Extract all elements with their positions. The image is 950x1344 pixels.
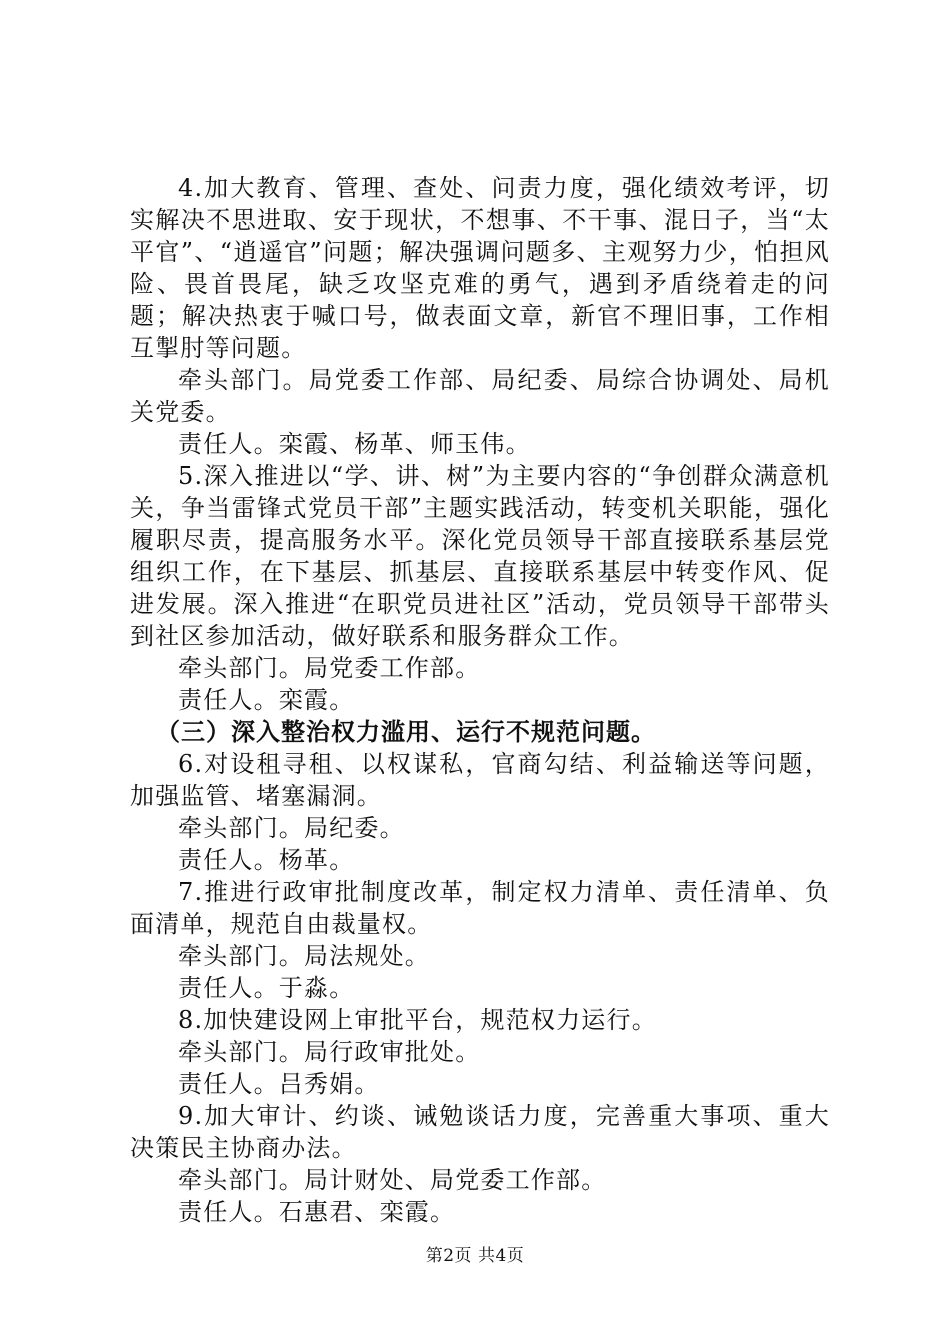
lead-department-6: 牵头部门。局纪委。 bbox=[178, 814, 405, 842]
responsible-person-6: 责任人。杨革。 bbox=[178, 846, 355, 874]
paragraph-item-9: 9.加大审计、约谈、诫勉谈话力度，完善重大事项、重大决策民主协商办法。 bbox=[130, 1102, 830, 1162]
page-number-footer: 第2页 共4页 bbox=[425, 1246, 525, 1266]
responsible-person-8: 责任人。吕秀娟。 bbox=[178, 1070, 380, 1098]
lead-department-8: 牵头部门。局行政审批处。 bbox=[178, 1038, 481, 1066]
document-body bbox=[130, 172, 830, 1228]
lead-department-5: 牵头部门。局党委工作部。 bbox=[178, 654, 481, 682]
paragraph-item-6: 6.对设租寻租、以权谋私，官商勾结、利益输送等问题，加强监管、堵塞漏洞。 bbox=[130, 750, 830, 810]
lead-department-7: 牵头部门。局法规处。 bbox=[178, 942, 430, 970]
responsible-person-7: 责任人。于淼。 bbox=[178, 974, 355, 1002]
lead-department-4: 牵头部门。局党委工作部、局纪委、局综合协调处、局机关党委。 bbox=[130, 366, 830, 426]
responsible-person-4: 责任人。栾霞、杨革、师玉伟。 bbox=[178, 430, 531, 458]
paragraph-item-8: 8.加快建设网上审批平台，规范权力运行。 bbox=[178, 1006, 657, 1034]
paragraph-item-5: 5.深入推进以“学、讲、树”为主要内容的“争创群众满意机关，争当雷锋式党员干部”主题实践活动，转变机关职能，强化履职尽责，提高服务水平。深化党员领导干部直接联系基层党组织工作，在下基层、抓基层、直接联系基层中转变作风、促进发展。深入推进“在职党员进社区”活动，党员领导干部带头到社区参加活动，做好联系和服务群众工作。 bbox=[130, 462, 830, 650]
section-heading-3: （三）深入整治权力滥用、运行不规范问题。 bbox=[156, 718, 656, 746]
paragraph-item-7: 7.推进行政审批制度改革，制定权力清单、责任清单、负面清单，规范自由裁量权。 bbox=[130, 878, 830, 938]
lead-department-9: 牵头部门。局计财处、局党委工作部。 bbox=[178, 1166, 607, 1194]
responsible-person-9: 责任人。石惠君、栾霞。 bbox=[178, 1198, 456, 1226]
responsible-person-5: 责任人。栾霞。 bbox=[178, 686, 355, 714]
paragraph-item-4: 4.加大教育、管理、查处、问责力度，强化绩效考评，切实解决不思进取、安于现状，不想事、不干事、混日子，当“太平官”、“逍遥官”问题；解决强调问题多、主观努力少，怕担风险、畏首畏尾，缺乏攻坚克难的勇气，遇到矛盾绕着走的问题；解决热衷于喊口号，做表面文章，新官不理旧事，工作相互掣肘等问题。 bbox=[130, 174, 830, 362]
